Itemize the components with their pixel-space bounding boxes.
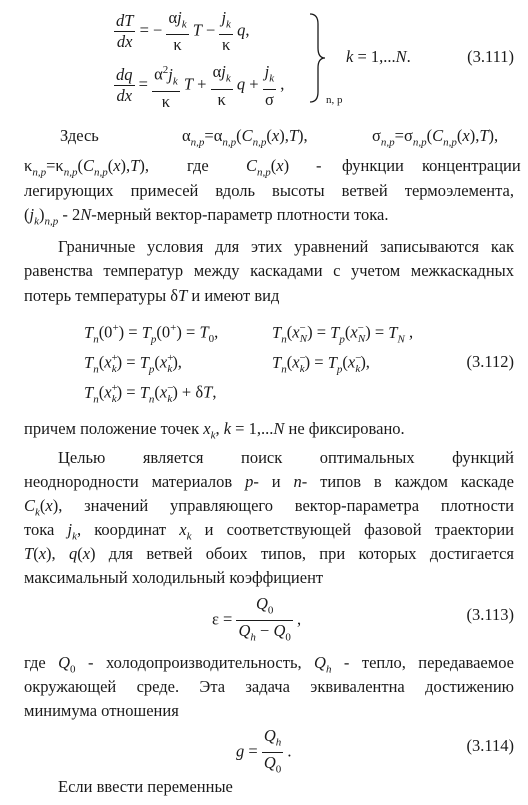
p5-line2: окружающей среде. Эта задача эквивалентна достижению [24,677,514,696]
p4-line1: Целью является поиск оптимальных функций [58,448,514,467]
brace-subscript: n, p [326,94,343,106]
p2-line2: равенства температур между каскадами с учетом межкаскадных [24,261,514,280]
p5-line1: где $Q_0$ - холодопроизводительность, $Q_h$ - тепло, передаваемое [24,653,514,676]
eq-3-112-row3: $T_n(x^+_k) = T_n(x^-_k) + \delta T$, [84,382,217,405]
p4-line4: тока $j_k$, координат $x_k$ и соответствующей фазовой траектории [24,520,515,543]
p6-line1: Если ввести переменные [58,777,233,796]
right-brace-icon [306,12,328,104]
eq-dq-dx-fraction: $\frac{dq}{dx}$ [116,65,133,106]
eq-3-111-line1: $\frac{dT}{dx}$ = − $\frac{\alpha j_k}{\kappa}$ T − $\frac{j_k}{\kappa}$ q, [116,8,250,55]
eq-3-112-row1b: $T_n(x^-_N) = T_p(x^-_N) = T_N$ , [272,322,414,345]
p4-line5: T(x), q(x) для ветвей обоих типов, при которых достигается [24,544,514,563]
eq-3-111-condition: k = 1,...N. [346,47,411,66]
p4-line6: максимальный холодильный коэффициент [24,568,324,587]
equation-number: (3.112) [466,352,514,371]
eq-dT-dx-fraction: $\frac{dT}{dx}$ [116,11,134,52]
p1-line3: легирующих примесей вдоль высоты ветвей термоэлемента, [24,181,514,200]
eq-3-112-row2b: $T_n(x^-_k) = T_p(x^-_k)$, [272,352,370,375]
eq-3-111-line2: $\frac{dq}{dx}$ = $\frac{\alpha^2j_k}{\kappa}$ T + $\frac{\alpha j_k}{\kappa}$ q + $\frac{j_k}{\sigma}$ , [114,60,284,112]
p4-line2: неоднородности материалов p- и n- типов в каждом каскаде [24,472,515,491]
eq-3-113-fraction: $\frac{Q_0}{Q_h - Q_0}$ [238,594,291,644]
p2-line3: потерь температуры δT и имеют вид [24,286,280,305]
eq-3-112-row2a: $T_n(x^+_k) = T_p(x^+_k)$, [84,352,182,375]
p2-line1: Граничные условия для этих уравнений записываются как [58,237,514,256]
eq-3-114-fraction: $\frac{Q_h}{Q_0}$ [263,726,282,776]
eq-3-112-row1a: $T_n(0^+) = T_p(0^+) = T_0$, [84,322,219,345]
equation-number: (3.111) [467,47,514,66]
p1-line4: $(j_k)_{n,p}$ - 2N-мерный вектор-параметр плотности тока. [24,205,389,228]
equation-number: (3.114) [466,736,514,755]
equation-number: (3.113) [466,605,514,624]
p4-line3: $C_k(x)$, значений управляющего вектор-параметра плотности [24,496,514,519]
p5-line3: минимума отношения [24,701,179,720]
p3-line1: причем положение точек $x_k$, k = 1,...N не фиксировано. [24,419,405,442]
